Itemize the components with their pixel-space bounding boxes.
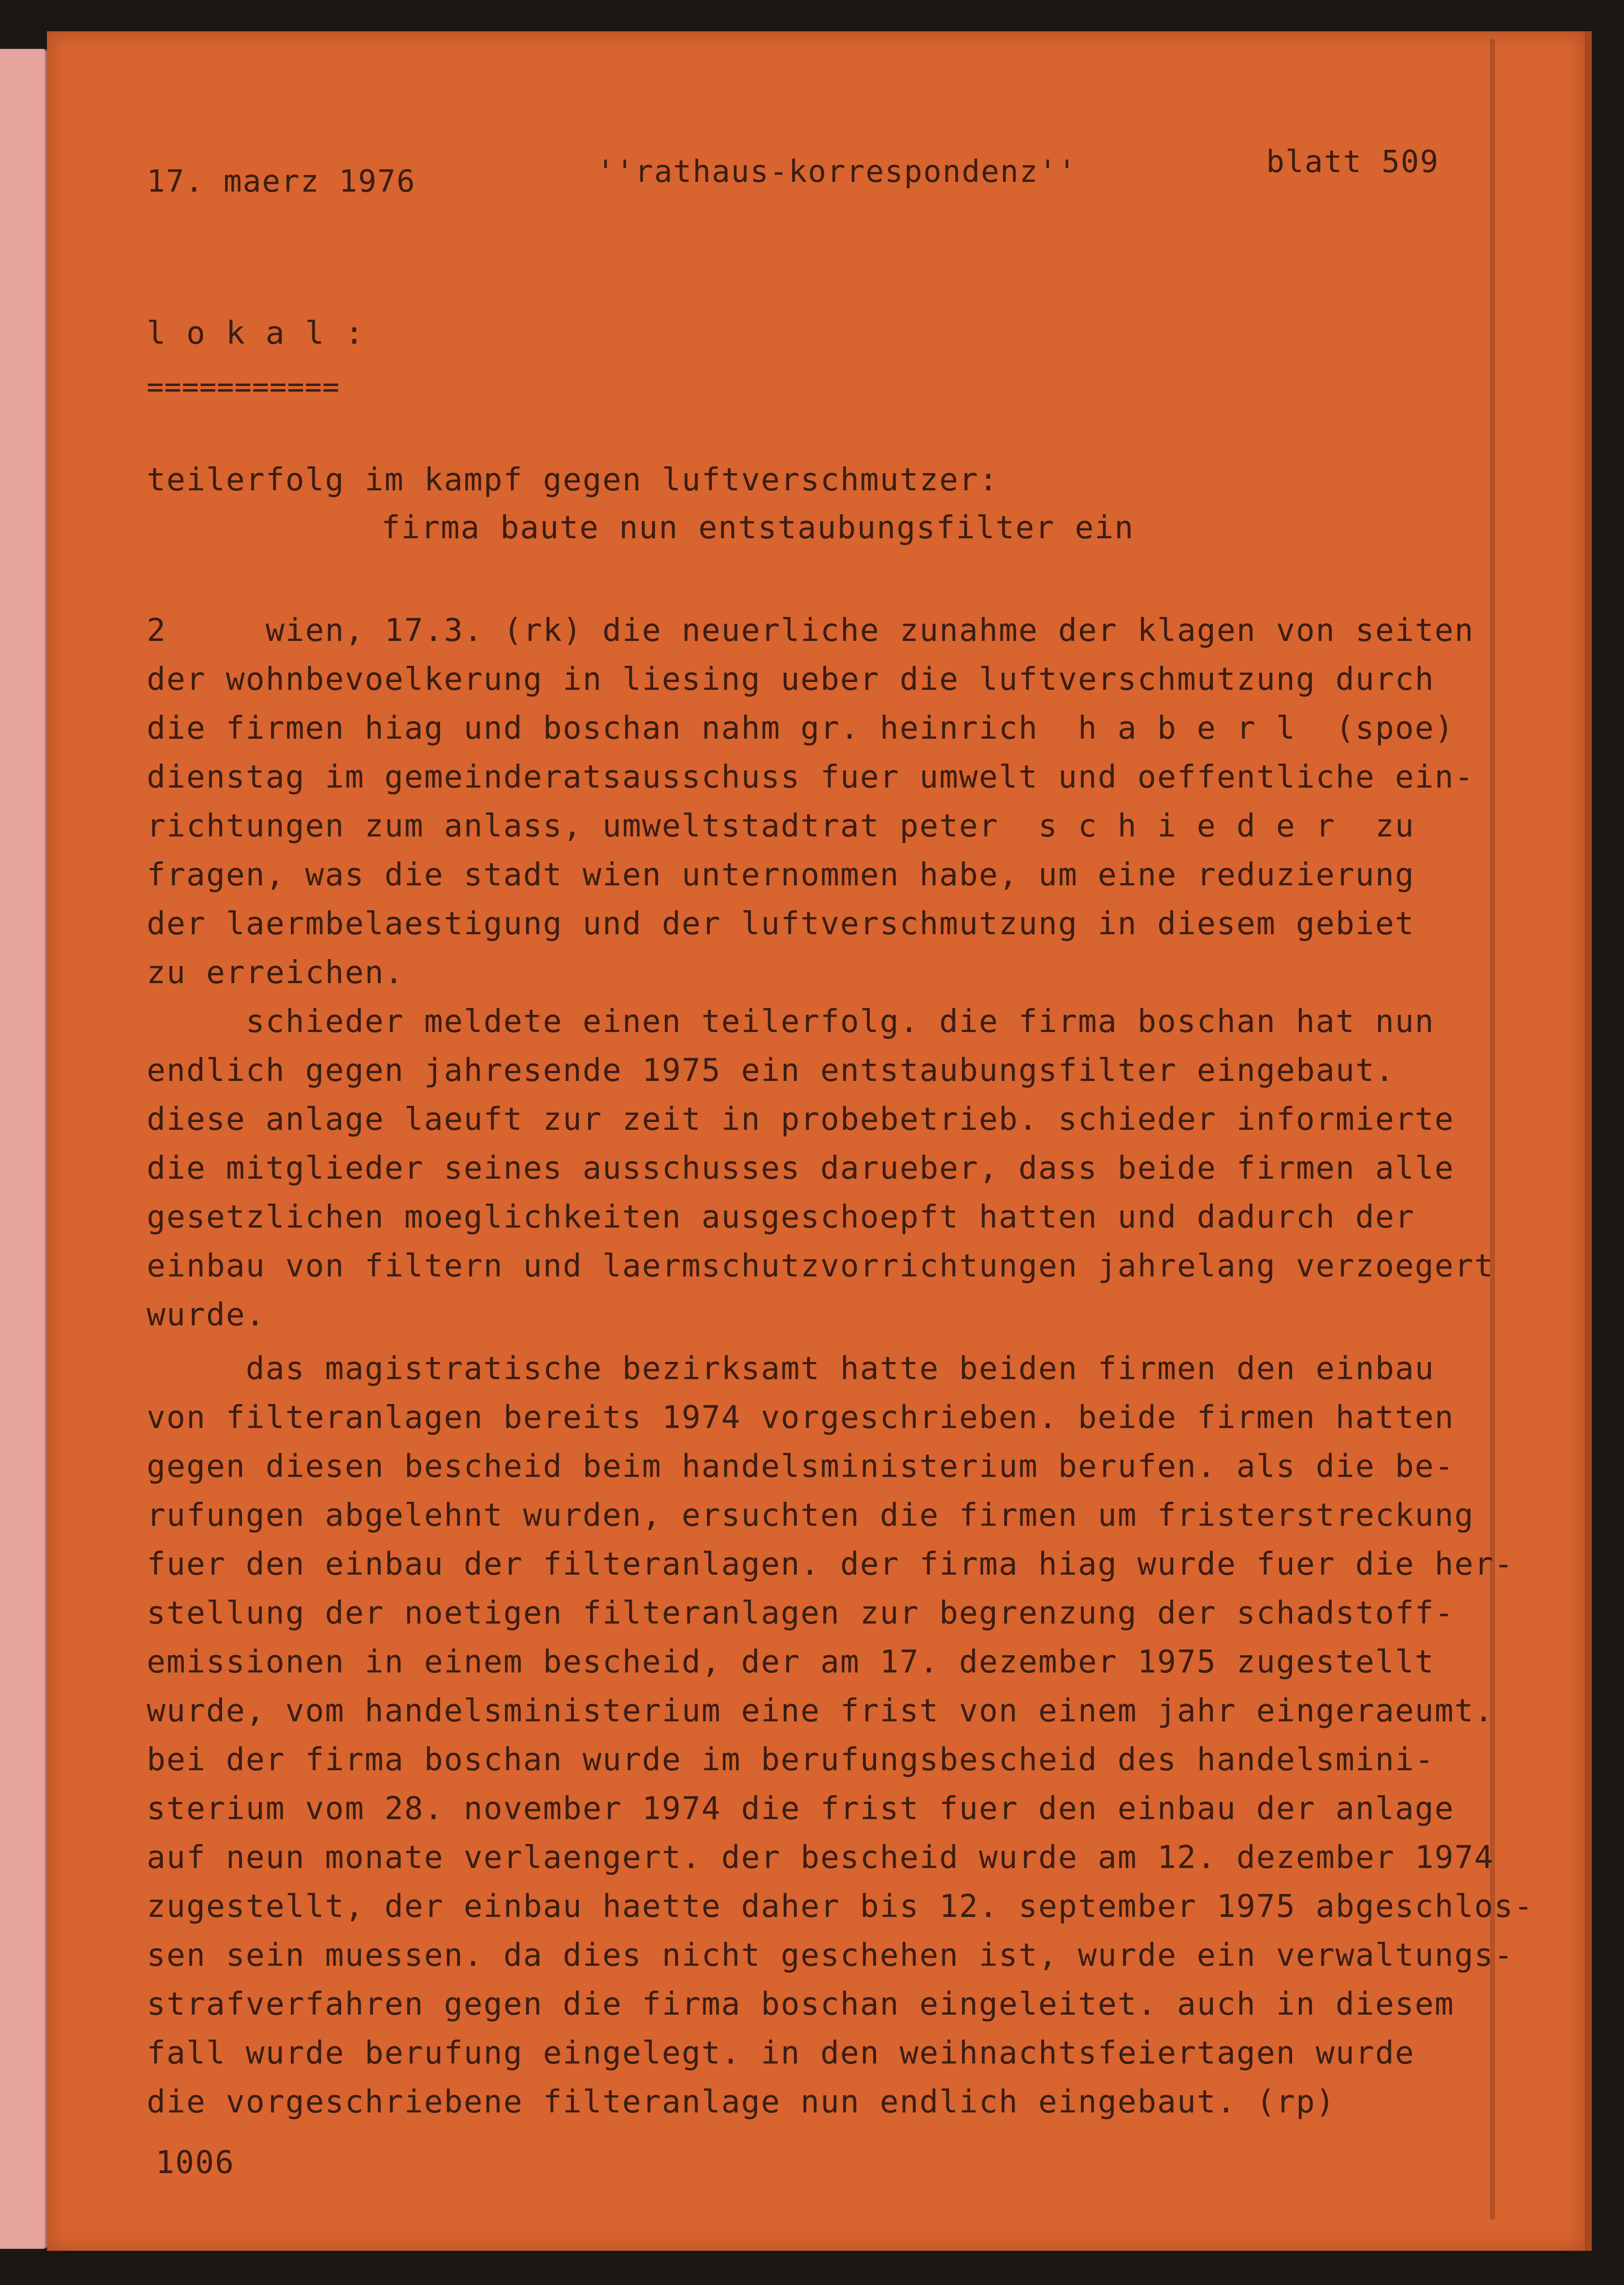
body-line: gegen diesen bescheid beim handelsministerium berufen. als die be- xyxy=(147,1449,1455,1485)
body-line: emissionen in einem bescheid, der am 17. dezember 1975 zugestellt xyxy=(147,1644,1435,1680)
document-code: 1006 xyxy=(155,2145,235,2181)
body-line: endlich gegen jahresende 1975 ein entstaubungsfilter eingebaut. xyxy=(147,1053,1395,1089)
body-line: bei der firma boschan wurde im berufungsbescheid des handelsmini- xyxy=(147,1742,1435,1778)
adjacent-page-edge xyxy=(0,49,48,2249)
body-line: dienstag im gemeinderatsausschuss fuer umwelt und oeffentliche ein- xyxy=(147,759,1474,795)
body-line: zugestellt, der einbau haette daher bis 12. september 1975 abgeschlos- xyxy=(147,1889,1534,1925)
page-side-edge xyxy=(1585,31,1592,2251)
body-line: die firmen hiag und boschan nahm gr. heinrich h a b e r l (spoe) xyxy=(147,710,1455,747)
body-line: gesetzlichen moeglichkeiten ausgeschoepft hatten und dadurch der xyxy=(147,1199,1415,1235)
body-line: 2 wien, 17.3. (rk) die neuerliche zunahme der klagen von seiten xyxy=(147,613,1474,649)
body-line: fall wurde berufung eingelegt. in den weihnachtsfeiertagen wurde xyxy=(147,2035,1415,2071)
body-line: einbau von filtern und laermschutzvorrichtungen jahrelang verzoegert xyxy=(147,1248,1494,1284)
body-line: wurde. xyxy=(147,1297,266,1333)
body-line: stellung der noetigen filteranlagen zur begrenzung der schadstoff- xyxy=(147,1595,1455,1631)
body-line: das magistratische bezirksamt hatte beiden firmen den einbau xyxy=(147,1351,1435,1387)
body-line: fragen, was die stadt wien unternommen habe, um eine reduzierung xyxy=(147,857,1415,893)
date: 17. maerz 1976 xyxy=(147,163,416,199)
publication-title: ''rathaus-korrespondenz'' xyxy=(596,154,1077,189)
body-line: sterium vom 28. november 1974 die frist fuer den einbau der anlage xyxy=(147,1791,1455,1827)
body-line: der laermbelaestigung und der luftverschmutzung in diesem gebiet xyxy=(147,906,1415,942)
body-line: diese anlage laeuft zur zeit in probebetrieb. schieder informierte xyxy=(147,1101,1455,1138)
body-line: schieder meldete einen teilerfolg. die firma boschan hat nun xyxy=(147,1004,1435,1040)
body-line: die mitglieder seines ausschusses darueber, dass beide firmen alle xyxy=(147,1150,1455,1186)
sheet-number: blatt 509 xyxy=(1266,144,1439,179)
section-underline: =========== xyxy=(147,370,340,403)
body-line: auf neun monate verlaengert. der bescheid wurde am 12. dezember 1974 xyxy=(147,1840,1494,1876)
headline: teilerfolg im kampf gegen luftverschmutzer: xyxy=(147,462,999,498)
body-line: von filteranlagen bereits 1974 vorgeschrieben. beide firmen hatten xyxy=(147,1400,1455,1436)
subheadline: firma baute nun entstaubungsfilter ein xyxy=(381,510,1135,546)
body-line: strafverfahren gegen die firma boschan eingeleitet. auch in diesem xyxy=(147,1986,1455,2022)
body-line: sen sein muessen. da dies nicht geschehen ist, wurde ein verwaltungs- xyxy=(147,1937,1514,1974)
body-line: fuer den einbau der filteranlagen. der firma hiag wurde fuer die her- xyxy=(147,1546,1514,1582)
body-line: zu erreichen. xyxy=(147,955,404,991)
body-line: die vorgeschriebene filteranlage nun endlich eingebaut. (rp) xyxy=(147,2084,1336,2120)
body-line: rufungen abgelehnt wurden, ersuchten die firmen um fristerstreckung xyxy=(147,1497,1474,1534)
body-line: der wohnbevoelkerung in liesing ueber die luftverschmutzung durch xyxy=(147,661,1435,698)
body-line: wurde, vom handelsministerium eine frist von einem jahr eingeraeumt. xyxy=(147,1693,1494,1729)
body-line: richtungen zum anlass, umweltstadtrat peter s c h i e d e r zu xyxy=(147,808,1415,844)
section-title: l o k a l : xyxy=(147,315,365,352)
